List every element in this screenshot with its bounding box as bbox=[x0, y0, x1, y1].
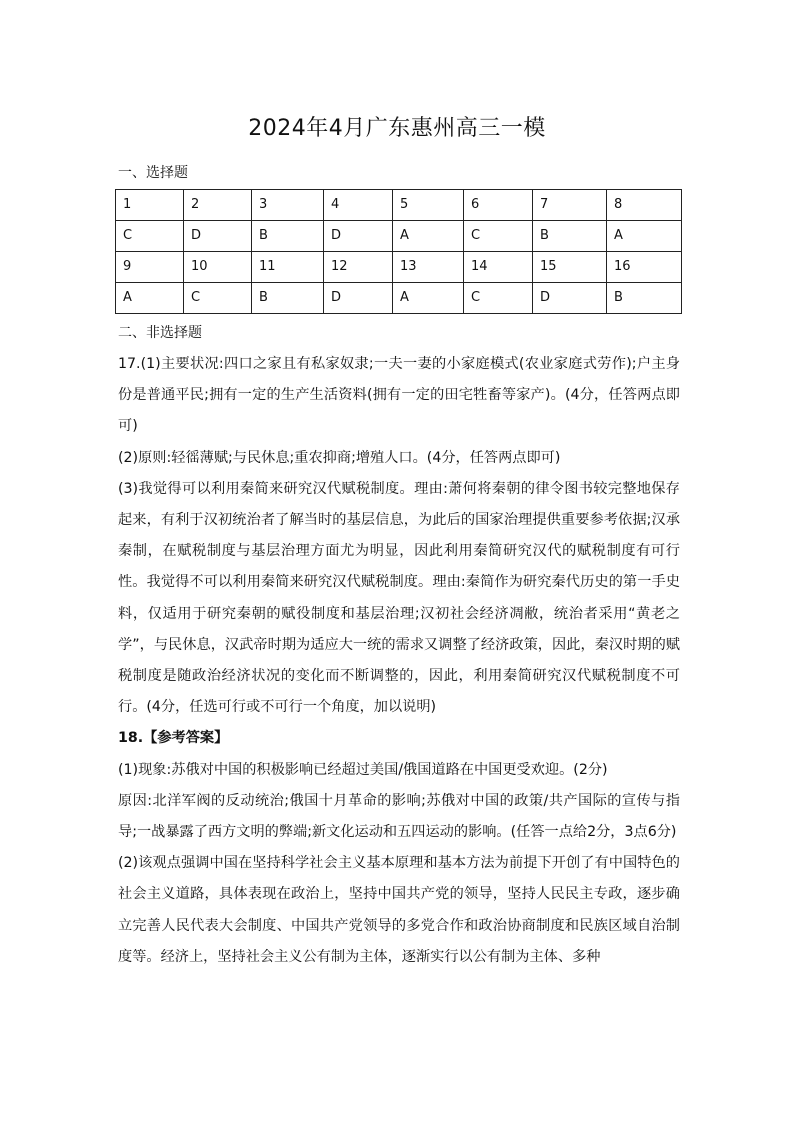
table-cell: B bbox=[252, 283, 324, 314]
answer-body bbox=[118, 349, 680, 973]
table-cell: 15 bbox=[533, 252, 607, 283]
paragraph-q18-1-phenomenon: (1)现象:苏俄对中国的积极影响已经超过美国/俄国道路在中国更受欢迎。(2分) bbox=[118, 761, 608, 778]
table-cell: 8 bbox=[607, 190, 682, 221]
table-cell: 1 bbox=[116, 190, 184, 221]
table-cell: B bbox=[533, 221, 607, 252]
table-cell: A bbox=[393, 221, 464, 252]
table-cell: 10 bbox=[184, 252, 252, 283]
table-cell: 4 bbox=[324, 190, 393, 221]
table-cell: 3 bbox=[252, 190, 324, 221]
table-cell: 13 bbox=[393, 252, 464, 283]
table-cell: 6 bbox=[464, 190, 533, 221]
table-row bbox=[116, 283, 682, 314]
paragraph-q17-1: 17.(1)主要状况:四口之家且有私家奴隶;一夫一妻的小家庭模式(农业家庭式劳作);户主身份是普通平民;拥有一定的生产生活资料(拥有一定的田宅牲畜等家产)。(4分，任答两点即可) bbox=[118, 356, 680, 435]
paragraph-q18-heading: 18.【参考答案】 bbox=[118, 730, 229, 747]
table-cell: C bbox=[116, 221, 184, 252]
table-cell: C bbox=[184, 283, 252, 314]
paragraph-q17-2: (2)原则:轻徭薄赋;与民休息;重农抑商;增殖人口。(4分，任答两点即可) bbox=[118, 449, 561, 466]
table-row bbox=[116, 221, 682, 252]
paragraph-q17-3: (3)我觉得可以利用秦简来研究汉代赋税制度。理由:萧何将秦朝的律令图书较完整地保存起来，有利于汉初统治者了解当时的基层信息，为此后的国家治理提供重要参考依据;汉承秦制，在赋税制度与基层治理方面尤为明显，因此利用秦简研究汉代的赋税制度有可行性。我觉得不可以利用秦简来研究汉代赋税制度。理由:秦简作为研究秦代历史的第一手史料，仅适用于研究秦朝的赋役制度和基层治理;汉初社会经济凋敝，统治者采用“黄老之学”，与民休息，汉武帝时期为适应大一统的需求又调整了经济政策，因此，秦汉时期的赋税制度是随政治经济状况的变化而不断调整的，因此，利用秦简研究汉代赋税制度不可行。(4分，任选可行或不可行一个角度，加以说明) bbox=[118, 480, 680, 716]
table-cell: C bbox=[464, 283, 533, 314]
table-cell: 7 bbox=[533, 190, 607, 221]
paragraph-q18-2: (2)该观点强调中国在坚持科学社会主义基本原理和基本方法为前提下开创了有中国特色的社会主义道路，具体表现在政治上，坚持中国共产党的领导，坚持人民民主专政，逐步确立完善人民代表大会制度、中国共产党领导的多党合作和政治协商制度和民族区域自治制度等。经济上，坚持社会主义公有制为主体，逐渐实行以公有制为主体、多种 bbox=[118, 855, 680, 965]
table-row bbox=[116, 190, 682, 221]
table-cell: A bbox=[116, 283, 184, 314]
section-heading-choice: 一、选择题 bbox=[118, 165, 188, 181]
table-row bbox=[116, 252, 682, 283]
table-cell: 16 bbox=[607, 252, 682, 283]
table-cell: 12 bbox=[324, 252, 393, 283]
section-heading-nonchoice: 二、非选择题 bbox=[118, 325, 202, 341]
table-cell: 14 bbox=[464, 252, 533, 283]
table-cell: B bbox=[252, 221, 324, 252]
table-cell: 5 bbox=[393, 190, 464, 221]
table-cell: 2 bbox=[184, 190, 252, 221]
table-cell: D bbox=[324, 283, 393, 314]
table-cell: A bbox=[607, 221, 682, 252]
table-cell: 11 bbox=[252, 252, 324, 283]
table-cell: C bbox=[464, 221, 533, 252]
answer-table bbox=[115, 189, 682, 314]
paragraph-q18-1-reason: 原因:北洋军阀的反动统治;俄国十月革命的影响;苏俄对中国的政策/共产国际的宣传与指导;一战暴露了西方文明的弊端;新文化运动和五四运动的影响。(任答一点给2分，3点6分) bbox=[118, 792, 680, 841]
page-title: 2024年4月广东惠州高三一模 bbox=[248, 116, 546, 141]
table-cell: D bbox=[533, 283, 607, 314]
table-cell: A bbox=[393, 283, 464, 314]
table-cell: B bbox=[607, 283, 682, 314]
table-cell: D bbox=[324, 221, 393, 252]
table-cell: D bbox=[184, 221, 252, 252]
table-cell: 9 bbox=[116, 252, 184, 283]
